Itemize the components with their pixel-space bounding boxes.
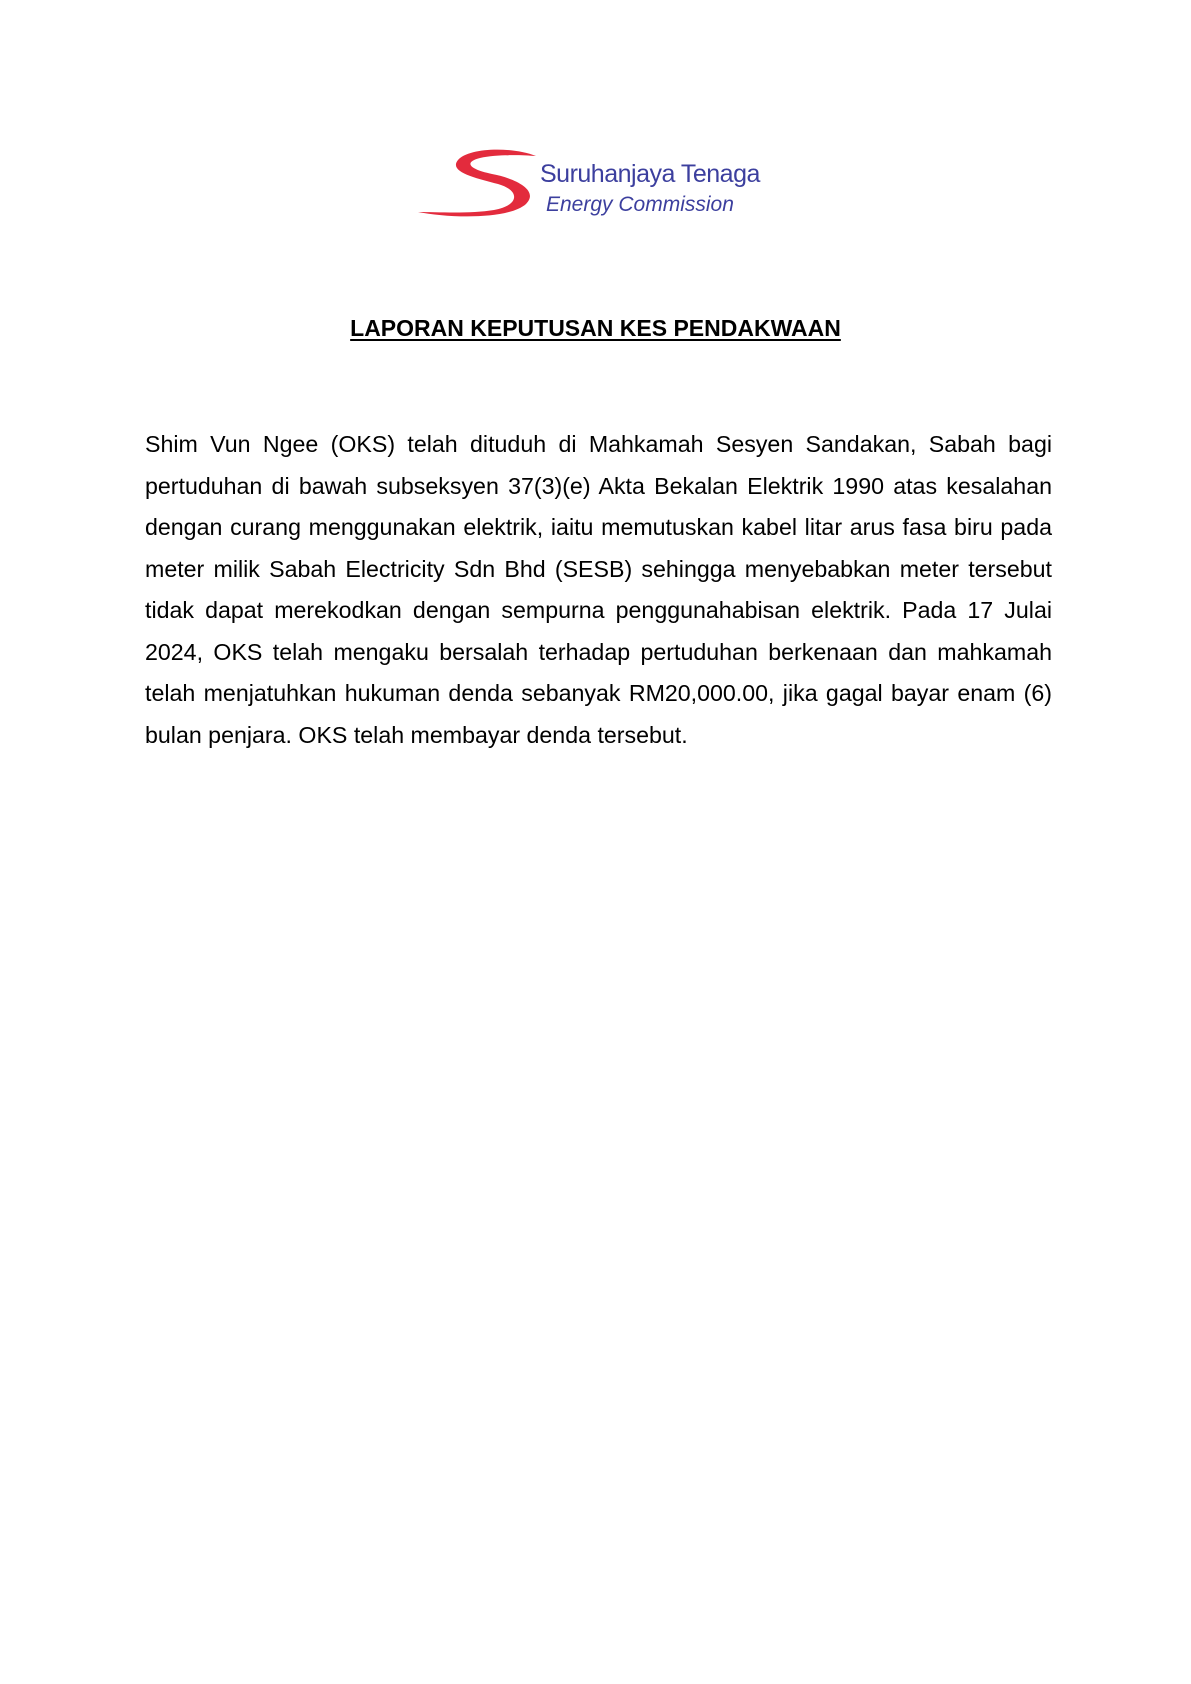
swoosh-logo-icon [418,148,536,226]
case-report-paragraph: Shim Vun Ngee (OKS) telah dituduh di Mahkamah Sesyen Sandakan, Sabah bagi pertuduhan di bawah subseksyen 37(3)(e) Akta Bekalan Elektrik 1990 atas kesalahan dengan curang menggunakan elektrik, iaitu memutuskan kabel litar arus fasa biru pada meter milik Sabah Electricity Sdn Bhd (SESB) sehingga menyebabkan meter tersebut tidak dapat merekodkan dengan sempurna penggunahabisan elektrik. Pada 17 Julai 2024, OKS telah mengaku bersalah terhadap pertuduhan berkenaan dan mahkamah telah menjatuhkan hukuman denda sebanyak RM20,000.00, jika gagal bayar enam (6) bulan penjara. OKS telah membayar denda tersebut. [145,431,1052,748]
logo-text-line1: Suruhanjaya Tenaga [540,160,760,188]
energy-commission-logo [418,148,788,226]
document-title: LAPORAN KEPUTUSAN KES PENDAKWAAN [350,315,841,341]
logo-text-line2: Energy Commission [546,193,734,216]
